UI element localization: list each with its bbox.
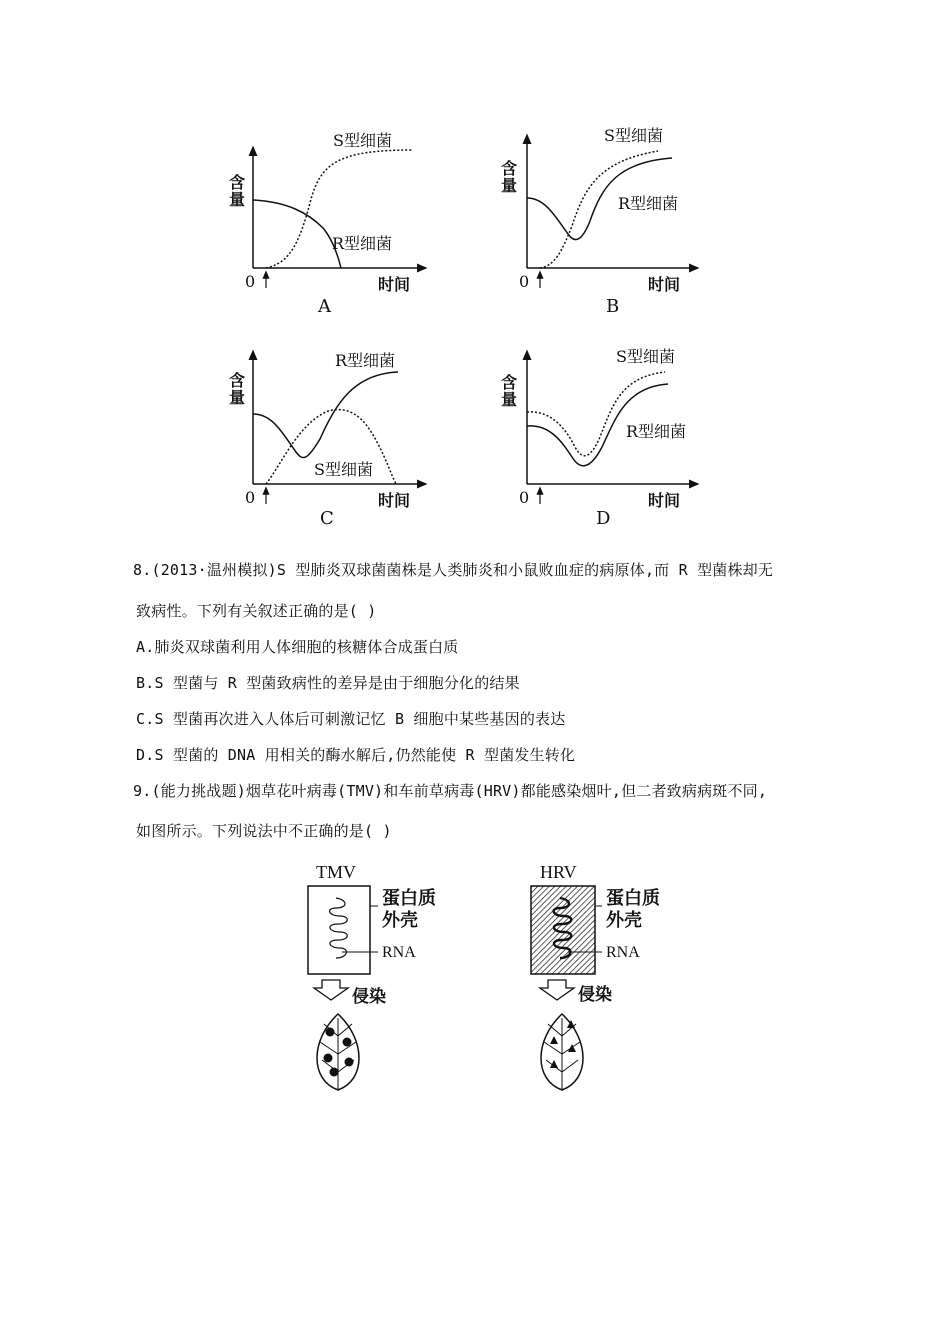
tmv-infect-label: 侵染 xyxy=(352,987,386,1007)
curve2-label: R型细菌 xyxy=(626,422,687,441)
tmv-figure xyxy=(300,862,480,1092)
curve1-label: R型细菌 xyxy=(335,351,396,370)
hrv-rna-label: RNA xyxy=(606,944,640,961)
x-axis-label: 时间 xyxy=(378,275,411,294)
graph-d-plot xyxy=(500,342,730,547)
graph-a xyxy=(228,128,458,333)
x-axis-label: 时间 xyxy=(378,491,411,510)
y-axis-label: 含量 xyxy=(228,173,245,209)
q8-option-c: C.S 型菌再次进入人体后可刺激记忆 B 细胞中某些基因的表达 xyxy=(136,710,566,728)
q8-stem-line1: 8.(2013·温州模拟)S 型肺炎双球菌菌株是人类肺炎和小鼠败血症的病原体,而 R 型菌株却无 xyxy=(133,561,774,579)
curve2-label: R型细菌 xyxy=(618,194,679,213)
down-arrow-icon xyxy=(314,980,348,1000)
hrv-infect-label: 侵染 xyxy=(578,985,612,1005)
y-axis-label: 含量 xyxy=(500,373,517,409)
lesion-spot xyxy=(345,1058,354,1067)
curve2-label: S型细菌 xyxy=(314,460,373,479)
graph-d xyxy=(500,342,730,547)
origin-label: 0 xyxy=(519,272,530,291)
hrv-protein-label2: 外壳 xyxy=(606,910,642,931)
graph-c-plot xyxy=(228,344,458,549)
panel-letter: D xyxy=(596,508,611,529)
hrv-figure xyxy=(522,862,702,1092)
graph-c xyxy=(228,344,458,549)
r-curve xyxy=(253,372,398,458)
curve2-label: R型细菌 xyxy=(332,234,393,253)
lesion-spot xyxy=(324,1054,333,1063)
tmv-protein-label2: 外壳 xyxy=(382,910,418,931)
lesion-spot xyxy=(330,1068,339,1077)
lesion-spot xyxy=(326,1028,335,1037)
curve1-label: S型细菌 xyxy=(604,126,663,145)
tmv-protein-label1: 蛋白质 xyxy=(382,888,436,909)
lesion-spot xyxy=(343,1038,352,1047)
panel-letter: C xyxy=(320,508,334,529)
q8-option-a: A.肺炎双球菌利用人体细胞的核糖体合成蛋白质 xyxy=(136,638,459,656)
x-axis-label: 时间 xyxy=(648,491,681,510)
tmv-name: TMV xyxy=(316,862,356,882)
r-curve xyxy=(253,200,341,268)
panel-letter: B xyxy=(606,296,620,317)
curve1-label: S型细菌 xyxy=(616,347,675,366)
y-axis-label: 含量 xyxy=(500,159,517,195)
hrv-name: HRV xyxy=(540,862,577,882)
s-curve xyxy=(527,372,665,456)
q8-stem-line2: 致病性。下列有关叙述正确的是( ) xyxy=(136,602,377,620)
origin-label: 0 xyxy=(519,488,530,507)
x-axis-label: 时间 xyxy=(648,275,681,294)
q9-stem-line1: 9.(能力挑战题)烟草花叶病毒(TMV)和车前草病毒(HRV)都能感染烟叶,但二者致病病斑不同, xyxy=(133,782,768,800)
q9-stem-line2: 如图所示。下列说法中不正确的是( ) xyxy=(136,822,392,840)
q8-option-b: B.S 型菌与 R 型菌致病性的差异是由于细胞分化的结果 xyxy=(136,674,520,692)
leaf-icon xyxy=(317,1014,359,1090)
curve1-label: S型细菌 xyxy=(333,131,392,150)
graph-b xyxy=(500,126,730,331)
origin-label: 0 xyxy=(245,272,256,291)
origin-label: 0 xyxy=(245,488,256,507)
panel-letter: A xyxy=(318,296,331,317)
leaf-icon xyxy=(541,1014,583,1090)
down-arrow-icon xyxy=(540,980,574,1000)
hrv-protein-label1: 蛋白质 xyxy=(606,888,660,909)
q8-option-d: D.S 型菌的 DNA 用相关的酶水解后,仍然能使 R 型菌发生转化 xyxy=(136,746,576,764)
y-axis-label: 含量 xyxy=(228,371,245,407)
tmv-rna-label: RNA xyxy=(382,944,416,961)
